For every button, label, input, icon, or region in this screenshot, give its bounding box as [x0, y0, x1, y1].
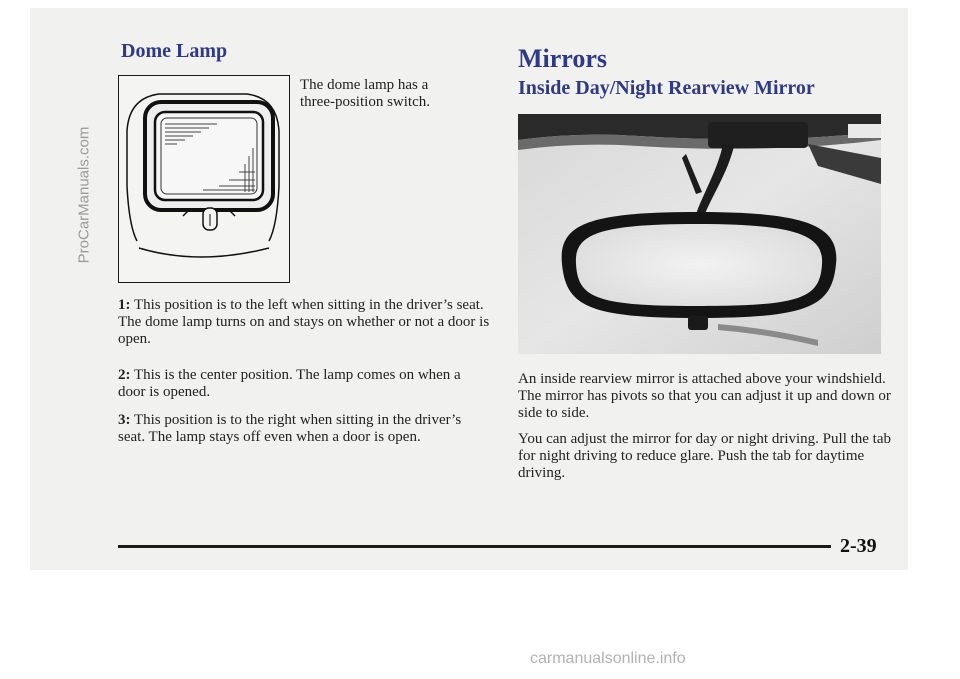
- footer-watermark: carmanualsonline.info: [530, 650, 686, 667]
- dome-lamp-heading: Dome Lamp: [121, 40, 228, 62]
- rearview-mirror-image: [518, 114, 881, 354]
- mirror-paragraph-2: You can adjust the mirror for day or night driving. Pull the tab for night driving to reduce glare. Push the tab for daytime driving.: [518, 431, 892, 481]
- position-text: This position is to the left when sitting in the driver’s seat. The dome lamp turns on and stays on whether or not a door is open.: [118, 297, 490, 347]
- mirror-paragraph-1: An inside rearview mirror is attached above your windshield. The mirror has pivots so that you can adjust it up and down or side to side.: [518, 371, 891, 421]
- position-text: This is the center position. The lamp comes on when a door is opened.: [118, 367, 461, 400]
- dome-position-3: [118, 412, 490, 446]
- position-number: 3:: [118, 412, 131, 428]
- position-number: 1:: [118, 297, 131, 313]
- position-number: 2:: [118, 367, 131, 383]
- dome-lamp-caption: The dome lamp has a three-position switch.: [300, 77, 430, 110]
- footer-rule: [118, 545, 831, 548]
- page-number: 2-39: [840, 535, 877, 557]
- rearview-mirror-subheading: Inside Day/Night Rearview Mirror: [518, 77, 815, 99]
- position-text: This position is to the right when sitting in the driver’s seat. The lamp stays off even when a door is open.: [118, 412, 462, 445]
- rearview-mirror-photo: [518, 114, 881, 354]
- dome-lamp-illustration: [118, 75, 290, 283]
- mirrors-heading: Mirrors: [518, 44, 608, 73]
- dome-lamp-drawing: [119, 76, 288, 281]
- dome-position-2: [118, 367, 490, 401]
- dome-position-1: [118, 297, 490, 348]
- sidebar-watermark: ProCarManuals.com: [75, 126, 93, 264]
